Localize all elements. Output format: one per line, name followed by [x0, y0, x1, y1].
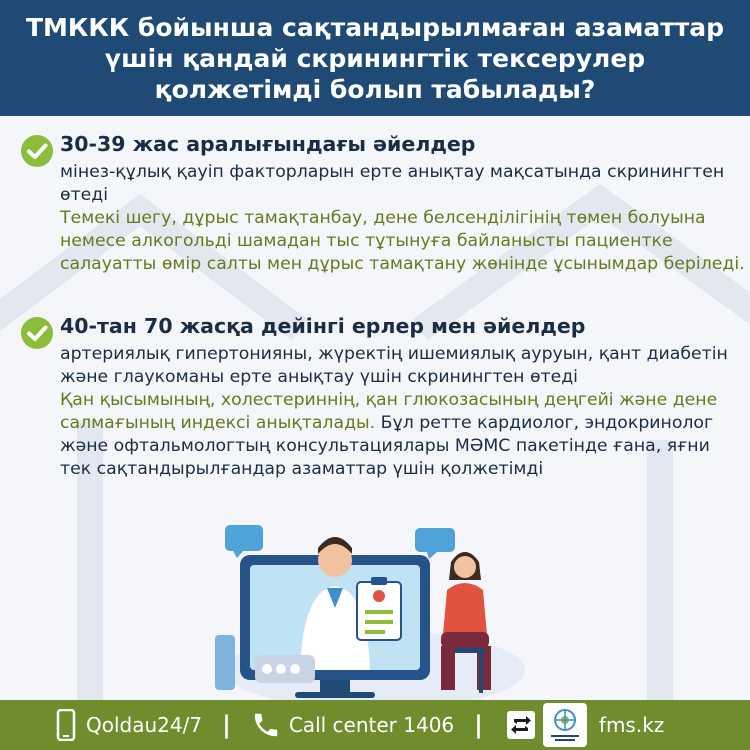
section-detail: Темекі шегу, дұрыс тамақтанбау, дене белсенділігінің төмен болуына немесе алкогольді шамадан тыс тұтынуға байланысты пациентке салауатты өмір салты мен дұрыс тамақтану жөнінде ұсынымдар беріледі. [60, 208, 745, 274]
doctor-consultation-illustration [215, 520, 535, 700]
section-description: мінез-құлық қауіп факторларын ерте анықтау мақсатында скринингтен өтеді [60, 162, 725, 205]
footer-brand [507, 703, 664, 747]
call-center-link[interactable] [251, 710, 454, 740]
qoldau-app-link[interactable] [56, 709, 202, 741]
header-banner [0, 0, 750, 116]
footer-separator: | [222, 711, 231, 739]
website-link[interactable]: fms.kz [598, 713, 665, 737]
section-detail-measurements: Қан қысымының, холестериннің, қан глюкозасының деңгейі және дене салмағының индексі анықталады. [60, 390, 718, 433]
section-women-30-39 [20, 132, 745, 276]
telephone-handset-icon [251, 710, 281, 740]
section-description: артериялық гипертонияны, жүректің ишемиялық ауруын, қант диабетін және глаукоманы ерте анықтау үшін скринингтен өтеді [60, 344, 728, 387]
page-title: ТМККК бойынша сақтандырылмаған азаматтар үшін қандай скринингтік тексерулер қолжетімді болып табылады? [25, 12, 725, 104]
section-adults-40-70 [20, 314, 745, 481]
mobile-phone-icon [56, 709, 76, 741]
footer-bar [0, 700, 750, 750]
section-heading: 40-тан 70 жасқа дейінгі ерлер мен әйелдер [60, 314, 586, 338]
qoldau-label: Qoldau24/7 [86, 713, 203, 737]
call-center-label: Call center 1406 [288, 713, 455, 737]
footer-separator: | [474, 711, 483, 739]
repost-icon[interactable] [507, 711, 535, 739]
fund-emblem-logo [543, 703, 587, 747]
section-detail-consultations: Бұл ретте кардиолог, эндокринолог және офтальмологтың консультациялары МӘМС пакетінде ғана, яғни тек сақтандырылғандар азаматтар үшін қолжетімді [60, 413, 714, 479]
section-heading: 30-39 жас аралығындағы әйелдер [60, 132, 476, 156]
check-circle-icon [20, 316, 54, 350]
check-circle-icon [20, 134, 54, 168]
